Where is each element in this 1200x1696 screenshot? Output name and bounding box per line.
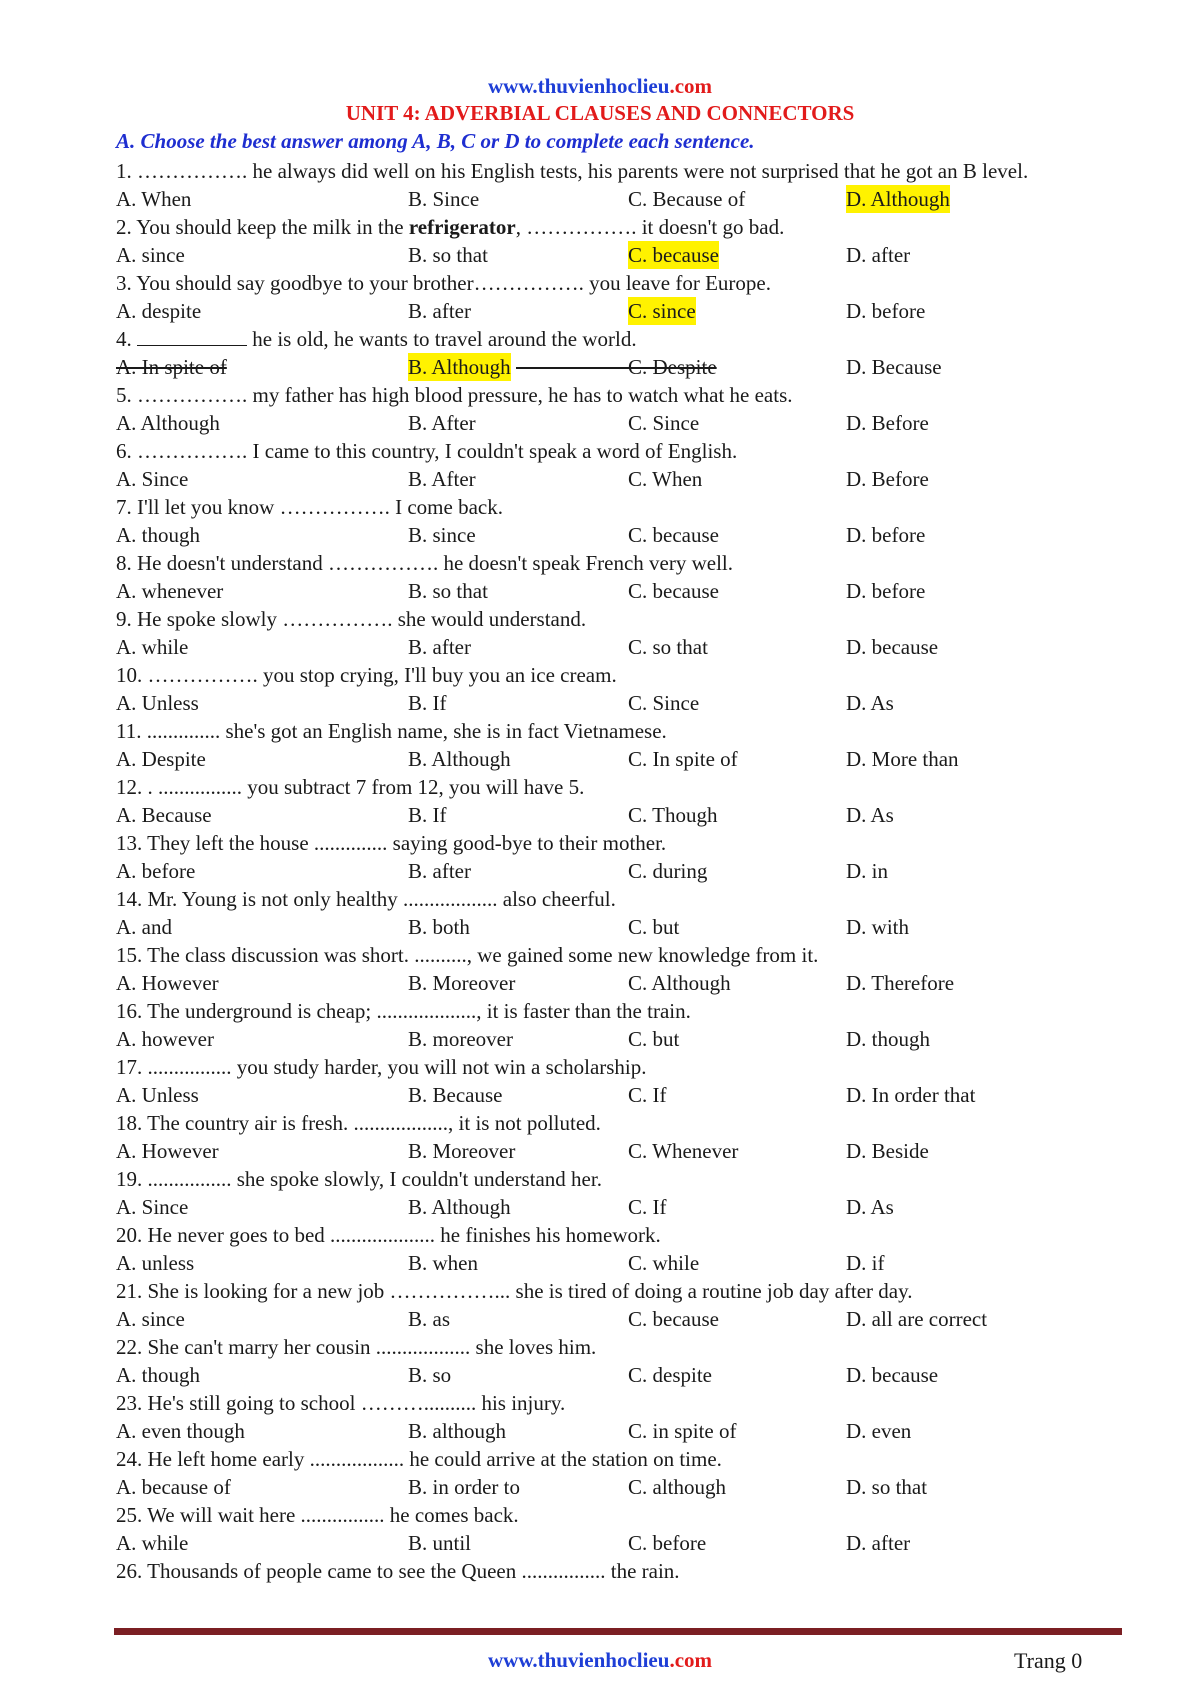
option-b: B. Although	[408, 747, 511, 771]
option-a: A. however	[116, 1027, 214, 1051]
option-d: D. though	[846, 1027, 930, 1051]
question-text: They left the house .............. saying good-bye to their mother.	[142, 831, 667, 855]
option-a: A. though	[116, 523, 200, 547]
question-text: The underground is cheap; ..................., it is faster than the train.	[142, 999, 691, 1023]
option-d: D. so that	[846, 1475, 928, 1499]
option-d: D. In order that	[846, 1083, 976, 1107]
question-number: 7.	[116, 495, 132, 519]
question-number: 14.	[116, 887, 143, 911]
option-a: A. because of	[116, 1475, 231, 1499]
options-row	[116, 1529, 1116, 1557]
question-14	[116, 885, 1116, 913]
question-number: 15.	[116, 943, 143, 967]
option-d: D. As	[846, 691, 894, 715]
question-number: 1.	[116, 159, 132, 183]
option-c: C. in spite of	[628, 1419, 737, 1443]
option-c-highlighted: C. because	[628, 243, 719, 267]
question-text: The country air is fresh. .................., it is not polluted.	[142, 1111, 601, 1135]
footer-divider	[114, 1628, 1122, 1635]
question-text: I'll let you know ……………. I come back.	[131, 495, 503, 519]
option-c: C. Though	[628, 803, 718, 827]
option-a: A. since	[116, 243, 185, 267]
option-a: A. Unless	[116, 1083, 199, 1107]
option-d: D. More than	[846, 747, 959, 771]
option-b: B. since	[408, 523, 476, 547]
question-text: Thousands of people came to see the Queen ................ the rain.	[142, 1559, 680, 1583]
strike-rule	[516, 367, 628, 369]
option-a: A. unless	[116, 1251, 195, 1275]
question-22	[116, 1333, 1116, 1361]
option-b: B. Since	[408, 187, 480, 211]
option-b: B. after	[408, 299, 471, 323]
options-row	[116, 1361, 1116, 1389]
option-b: B. although	[408, 1419, 506, 1443]
option-c: C. If	[628, 1195, 667, 1219]
question-15	[116, 941, 1116, 969]
options-row	[116, 1025, 1116, 1053]
question-9	[116, 605, 1116, 633]
question-number: 18.	[116, 1111, 143, 1135]
question-13	[116, 829, 1116, 857]
option-c: C. because	[628, 523, 719, 547]
question-text: He's still going to school ……….......... his injury.	[142, 1391, 566, 1415]
question-text: You should say goodbye to your brother……………. you leave for Europe.	[131, 271, 771, 295]
bold-keyword: refrigerator	[408, 215, 516, 239]
question-text: He spoke slowly ……………. she would understand.	[131, 607, 587, 631]
option-d: D. Before	[846, 411, 929, 435]
option-b: B. If	[408, 803, 447, 827]
options-row	[116, 1081, 1116, 1109]
option-d: D. before	[846, 299, 926, 323]
answer-blank	[137, 327, 247, 346]
question-5	[116, 381, 1116, 409]
question-23	[116, 1389, 1116, 1417]
question-number: 11.	[116, 719, 142, 743]
options-row	[116, 297, 1116, 325]
question-26	[116, 1557, 1116, 1585]
option-d: D. after	[846, 243, 911, 267]
question-text: Mr. Young is not only healthy .................. also cheerful.	[142, 887, 616, 911]
options-row	[116, 353, 1116, 381]
question-1	[116, 157, 1116, 185]
option-a: A. However	[116, 971, 219, 995]
question-4	[116, 325, 1116, 353]
question-number: 26.	[116, 1559, 143, 1583]
option-c: C. Because of	[628, 187, 746, 211]
option-d: D. if	[846, 1251, 885, 1275]
question-text: .............. she's got an English name, she is in fact Vietnamese.	[141, 719, 667, 743]
question-12	[116, 773, 1116, 801]
question-text: She is looking for a new job ……………... she is tired of doing a routine job day after day.	[142, 1279, 913, 1303]
question-number: 24.	[116, 1447, 143, 1471]
option-d-highlighted: D. Although	[846, 187, 950, 211]
options-row	[116, 857, 1116, 885]
question-number: 20.	[116, 1223, 143, 1247]
question-number: 19.	[116, 1167, 143, 1191]
option-a: A. However	[116, 1139, 219, 1163]
options-row	[116, 577, 1116, 605]
question-text: He doesn't understand ……………. he doesn't speak French very well.	[131, 551, 734, 575]
options-row	[116, 633, 1116, 661]
question-20	[116, 1221, 1116, 1249]
question-text: he is old, he wants to travel around the world.	[247, 327, 637, 351]
question-text: ……………. my father has high blood pressure, he has to watch what he eats.	[131, 383, 793, 407]
options-row	[116, 521, 1116, 549]
question-16	[116, 997, 1116, 1025]
question-number: 22.	[116, 1335, 143, 1359]
question-number: 21.	[116, 1279, 143, 1303]
option-c: C. If	[628, 1083, 667, 1107]
option-c: C. In spite of	[628, 747, 738, 771]
option-c: C. Although	[628, 971, 731, 995]
options-row	[116, 1137, 1116, 1165]
option-c: C. while	[628, 1251, 700, 1275]
option-a: A. even though	[116, 1419, 245, 1443]
question-number: 16.	[116, 999, 143, 1023]
option-d: D. As	[846, 1195, 894, 1219]
option-c: C. When	[628, 467, 703, 491]
option-a: A. while	[116, 635, 189, 659]
question-number: 9.	[116, 607, 132, 631]
option-b: B. as	[408, 1307, 450, 1331]
option-b: B. after	[408, 859, 471, 883]
options-row	[116, 1193, 1116, 1221]
header-site-main: www.thuvienhoclieu	[487, 74, 670, 98]
question-text: ................ she spoke slowly, I couldn't understand her.	[142, 1167, 602, 1191]
option-d: D. because	[846, 1363, 939, 1387]
options-row	[116, 185, 1116, 213]
question-18	[116, 1109, 1116, 1137]
question-number: 23.	[116, 1391, 143, 1415]
option-a: A. Although	[116, 411, 220, 435]
option-a: A. since	[116, 1307, 185, 1331]
question-text: The class discussion was short. .........., we gained some new knowledge from it.	[142, 943, 819, 967]
option-b: B. in order to	[408, 1475, 520, 1499]
question-list	[116, 157, 1116, 1585]
options-row	[116, 689, 1116, 717]
options-row	[116, 969, 1116, 997]
option-a: A. Since	[116, 467, 189, 491]
option-d: D. Beside	[846, 1139, 929, 1163]
options-row	[116, 1249, 1116, 1277]
options-row	[116, 241, 1116, 269]
option-a: A. Because	[116, 803, 212, 827]
option-d: D. in	[846, 859, 888, 883]
option-c: C. Since	[628, 691, 700, 715]
question-number: 8.	[116, 551, 132, 575]
option-b-highlighted: B. Although	[408, 355, 511, 379]
option-c: C. because	[628, 1307, 719, 1331]
question-number: 2.	[116, 215, 132, 239]
question-number: 6.	[116, 439, 132, 463]
option-d: D. Because	[846, 355, 942, 379]
option-d: D. As	[846, 803, 894, 827]
question-2	[116, 213, 1116, 241]
question-10	[116, 661, 1116, 689]
option-d: D. before	[846, 579, 926, 603]
option-b: B. Moreover	[408, 1139, 516, 1163]
option-a: A. despite	[116, 299, 202, 323]
question-number: 12.	[116, 775, 143, 799]
option-c: C. although	[628, 1475, 726, 1499]
option-d: D. with	[846, 915, 909, 939]
option-c: C. because	[628, 579, 719, 603]
option-a: A. Unless	[116, 691, 199, 715]
question-text: . ................ you subtract 7 from 12, you will have 5.	[142, 775, 585, 799]
options-row	[116, 1473, 1116, 1501]
option-b: B. After	[408, 467, 476, 491]
question-17	[116, 1053, 1116, 1081]
question-number: 10.	[116, 663, 143, 687]
question-text: You should keep the milk in the	[131, 215, 409, 239]
options-row	[116, 801, 1116, 829]
option-a: A. while	[116, 1531, 189, 1555]
question-text: He never goes to bed .................... he finishes his homework.	[142, 1223, 661, 1247]
question-7	[116, 493, 1116, 521]
option-b: B. so that	[408, 579, 488, 603]
option-d: D. before	[846, 523, 926, 547]
option-b: B. Moreover	[408, 971, 516, 995]
option-c: C. Whenever	[628, 1139, 739, 1163]
option-b: B. so	[408, 1363, 452, 1387]
option-b: B. moreover	[408, 1027, 513, 1051]
options-row	[116, 1305, 1116, 1333]
option-c: C. during	[628, 859, 708, 883]
question-text: ……………. I came to this country, I couldn't speak a word of English.	[131, 439, 738, 463]
question-text: ……………. you stop crying, I'll buy you an ice cream.	[142, 663, 617, 687]
question-number: 5.	[116, 383, 132, 407]
question-19	[116, 1165, 1116, 1193]
question-number: 3.	[116, 271, 132, 295]
option-b: B. until	[408, 1531, 472, 1555]
option-d: D. all are correct	[846, 1307, 988, 1331]
option-a: A. before	[116, 859, 196, 883]
option-a: A. When	[116, 187, 192, 211]
option-c-struck: C. Despite	[628, 355, 717, 379]
question-text: ……………. he always did well on his English tests, his parents were not surprised that he got an B level.	[131, 159, 1029, 183]
question-number: 13.	[116, 831, 143, 855]
option-a: A. whenever	[116, 579, 224, 603]
options-row	[116, 465, 1116, 493]
option-c: C. but	[628, 1027, 680, 1051]
question-number: 17.	[116, 1055, 143, 1079]
option-d: D. even	[846, 1419, 912, 1443]
header-site-tld: .com	[669, 74, 713, 98]
option-a: A. Despite	[116, 747, 206, 771]
footer-site-tld: .com	[669, 1648, 713, 1672]
header-site-link	[0, 74, 1200, 99]
footer-site-main: www.thuvienhoclieu	[487, 1648, 670, 1672]
question-8	[116, 549, 1116, 577]
question-text: ................ you study harder, you will not win a scholarship.	[142, 1055, 647, 1079]
options-row	[116, 913, 1116, 941]
option-d: D. Therefore	[846, 971, 955, 995]
question-25	[116, 1501, 1116, 1529]
options-row	[116, 1417, 1116, 1445]
option-a: A. Since	[116, 1195, 189, 1219]
question-number: 4.	[116, 327, 132, 351]
option-a: A. and	[116, 915, 172, 939]
option-a-struck: A. In spite of	[116, 355, 227, 379]
option-c: C. but	[628, 915, 680, 939]
option-b: B. so that	[408, 243, 488, 267]
option-b: B. both	[408, 915, 470, 939]
option-b: B. after	[408, 635, 471, 659]
question-21	[116, 1277, 1116, 1305]
question-text: She can't marry her cousin .................. she loves him.	[142, 1335, 597, 1359]
option-c: C. Since	[628, 411, 700, 435]
question-24	[116, 1445, 1116, 1473]
question-text: We will wait here ................ he comes back.	[142, 1503, 519, 1527]
option-b: B. After	[408, 411, 476, 435]
option-c-highlighted: C. since	[628, 299, 696, 323]
option-c: C. so that	[628, 635, 708, 659]
page-number: Trang 0	[1014, 1648, 1083, 1673]
option-b: B. If	[408, 691, 447, 715]
option-c: C. despite	[628, 1363, 712, 1387]
option-d: D. after	[846, 1531, 911, 1555]
option-b: B. Although	[408, 1195, 511, 1219]
option-b: B. Because	[408, 1083, 503, 1107]
question-text: , ……………. it doesn't go bad.	[515, 215, 785, 239]
question-6	[116, 437, 1116, 465]
option-c: C. before	[628, 1531, 707, 1555]
question-text: He left home early .................. he could arrive at the station on time.	[142, 1447, 722, 1471]
option-d: D. because	[846, 635, 939, 659]
section-instruction: A. Choose the best answer among A, B, C or D to complete each sentence.	[116, 129, 755, 153]
unit-title: UNIT 4: ADVERBIAL CLAUSES AND CONNECTORS	[345, 101, 855, 125]
option-d: D. Before	[846, 467, 929, 491]
options-row	[116, 745, 1116, 773]
option-a: A. though	[116, 1363, 200, 1387]
options-row	[116, 409, 1116, 437]
option-b: B. when	[408, 1251, 478, 1275]
question-11	[116, 717, 1116, 745]
question-3	[116, 269, 1116, 297]
question-number: 25.	[116, 1503, 143, 1527]
